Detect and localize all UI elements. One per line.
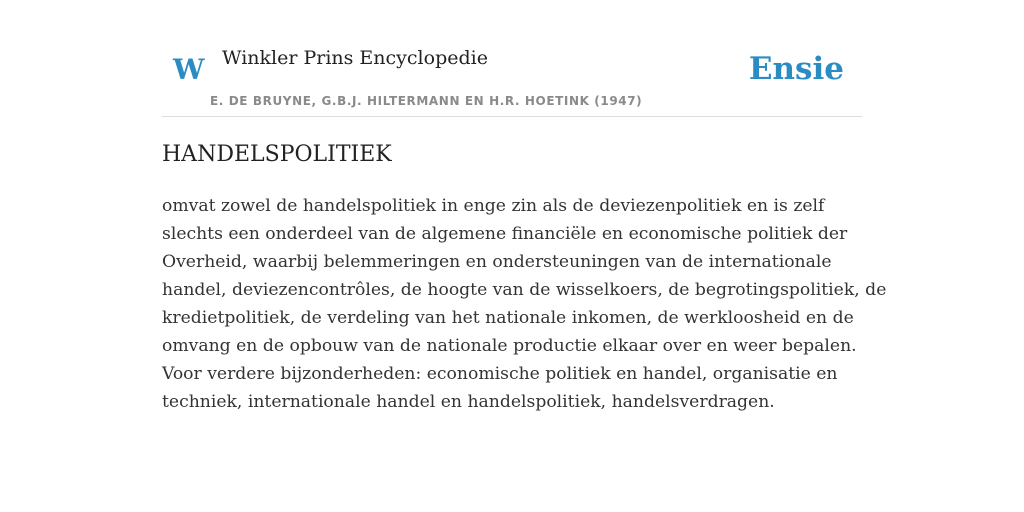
article-body-line: omvat zowel de handelspolitiek in enge zin als de deviezenpolitiek en is zelf (162, 196, 825, 216)
article-body-line: omvang en de opbouw van de nationale productie elkaar over en weer bepalen. (162, 336, 857, 356)
article-body-line: techniek, internationale handel en handelspolitiek, handelsverdragen. (162, 392, 775, 412)
publication-authors: E. DE BRUYNE, G.B.J. HILTERMANN EN H.R. HOETINK (1947) (210, 94, 643, 108)
source-header (162, 0, 862, 117)
article-body-line: kredietpolitiek, de verdeling van het nationale inkomen, de werkloosheid en de (162, 308, 854, 328)
ensie-logo-link[interactable]: Ensie (748, 51, 844, 87)
article-body-line: Voor verdere bijzonderheden: economische politiek en handel, organisatie en (162, 364, 838, 384)
article-body-line: handel, deviezencontrôles, de hoogte van de wisselkoers, de begrotingspolitiek, de (162, 280, 887, 300)
publication-title[interactable]: Winkler Prins Encyclopedie (222, 47, 488, 69)
article-headword: HANDELSPOLITIEK (162, 142, 392, 167)
article-body-line: Overheid, waarbij belemmeringen en ondersteuningen van de internationale (162, 252, 832, 272)
winkler-prins-logo[interactable]: W (173, 53, 205, 86)
article-body-line: slechts een onderdeel van de algemene financiële en economische politiek der (162, 224, 848, 244)
article-body (162, 192, 887, 416)
